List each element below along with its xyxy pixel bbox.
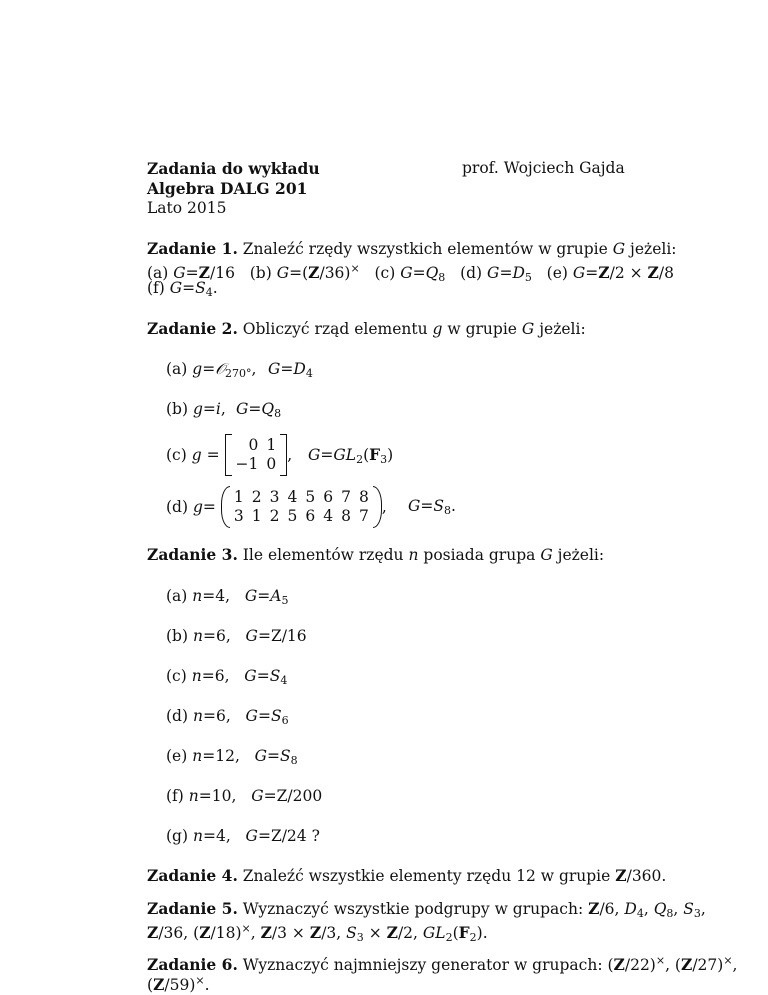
- task-2-d: (d) g = 1 2 3 4 5 6 7 8 3 1 2 5 6 4 8 7 ,: [166, 485, 387, 529]
- matrix-c: 0 1 −1 0: [235, 436, 277, 473]
- semester: Lato 2015: [147, 199, 227, 217]
- task-3-b: (b) n=6, G=Z/16: [166, 627, 307, 645]
- permutation: 1 2 3 4 5 6 7 8 3 1 2 5 6 4 8 7: [233, 488, 369, 525]
- task-3-g: (g) n=4, G=Z/24 ?: [166, 827, 320, 845]
- task-5-label: Zadanie 5.: [147, 899, 238, 918]
- task-4: Zadanie 4. Znaleźć wszystkie elementy rzędu 12 w grupie Z/360.: [147, 866, 667, 885]
- task-3-a: (a) n=4, $G=A_5$: [166, 587, 289, 607]
- task-1-label: Zadanie 1.: [147, 239, 238, 258]
- task-6-line-1: Zadanie 6. Wyznaczyć najmniejszy generator w grupach: (Z/22)×, (Z/27)×,: [147, 954, 738, 974]
- task-6-line-2: (Z/59)×.: [147, 974, 210, 994]
- task-1-line-3: (f) $G=S_4$.: [147, 279, 218, 299]
- task-1-text: Znaleźć rzędy wszystkich elementów w grupie: [242, 240, 608, 258]
- task-2-c: (c) g = 0 1 −1 0 ,: [166, 433, 292, 477]
- author: prof. Wojciech Gajda: [462, 159, 625, 177]
- task-3-label: Zadanie 3.: [147, 545, 238, 564]
- task-2-b-group: $G=Q_8$: [236, 400, 282, 420]
- task-2-a-group: $G=D_4$: [268, 360, 313, 380]
- task-1-line-2: (a) G=Z/16 (b) G=(Z/36)× (c) $G=Q_8$ (d) $G=D_5$ (e) G=Z/2 × Z/8: [147, 262, 674, 284]
- task-5-line-2: Z/36, (Z/18)×, Z/3 × Z/3, $S_3 \times Z/2$, $GL_2(F_2)$.: [147, 922, 488, 944]
- task-1-line-1: Zadanie 1. Znaleźć rzędy wszystkich elementów w grupie G jeżeli:: [147, 239, 677, 258]
- task-2-b: (b) g=i,: [166, 400, 226, 418]
- task-2-c-group: $G=GL_2(F_3)$: [308, 445, 394, 466]
- task-5-line-1: Zadanie 5. Wyznaczyć wszystkie podgrupy w grupach: Z/6, $D_4$, $Q_8$, $S_3$,: [147, 899, 706, 920]
- course-code: Algebra DALG 201: [147, 179, 308, 198]
- task-2-line-1: Zadanie 2. Obliczyć rząd elementu g w grupie G jeżeli:: [147, 319, 586, 338]
- task-3-f: (f) n=10, G=Z/200: [166, 787, 323, 805]
- task-2-a: (a) g=𝒪$_{270^\circ}$,: [166, 360, 257, 380]
- task-2-label: Zadanie 2.: [147, 319, 238, 338]
- task-6-label: Zadanie 6.: [147, 955, 238, 974]
- course-title: Zadania do wykładu: [147, 159, 320, 178]
- task-3-line-1: Zadanie 3. Ile elementów rzędu n posiada grupa G jeżeli:: [147, 545, 605, 564]
- task-4-label: Zadanie 4.: [147, 866, 238, 885]
- task-3-d: (d) n=6, $G=S_6$: [166, 707, 289, 727]
- task-3-c: (c) n=6, $G=S_4$: [166, 667, 288, 687]
- task-2-d-group: $G=S_8$.: [408, 497, 456, 517]
- task-3-e: (e) n=12, $G=S_8$: [166, 747, 298, 767]
